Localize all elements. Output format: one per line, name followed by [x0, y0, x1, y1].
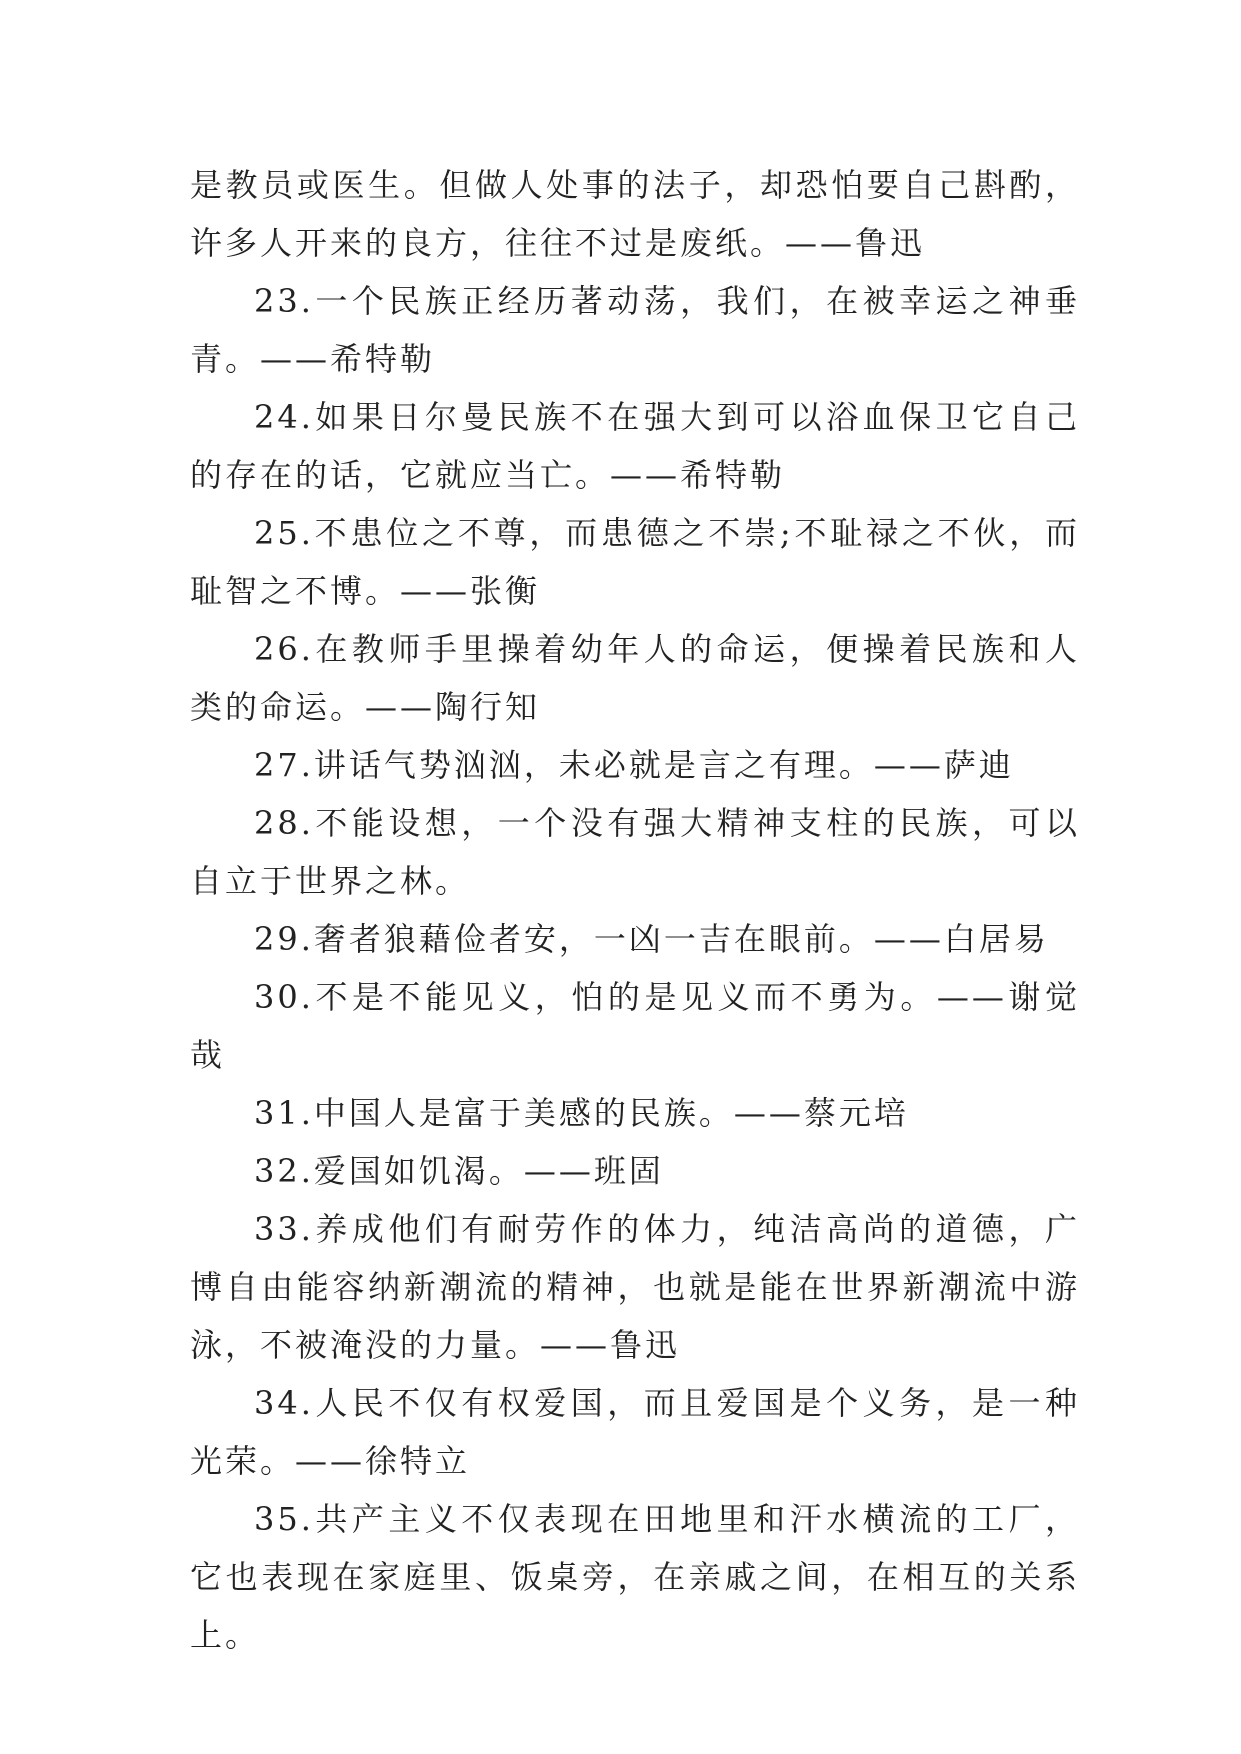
quote-25: 25.不患位之不尊，而患德之不崇;不耻禄之不伙，而耻智之不博。——张衡 [190, 514, 1080, 610]
quote-31: 31.中国人是富于美感的民族。——蔡元培 [254, 1094, 909, 1132]
quote-24: 24.如果日尔曼民族不在强大到可以浴血保卫它自己的存在的话，它就应当亡。——希特勒 [190, 398, 1080, 494]
quote-30: 30.不是不能见义，怕的是见义而不勇为。——谢觉哉 [190, 978, 1080, 1074]
quote-26: 26.在教师手里操着幼年人的命运，便操着民族和人类的命运。——陶行知 [190, 630, 1080, 726]
paragraph-continuation: 是教员或医生。但做人处事的法子，却恐怕要自己斟酌，许多人开来的良方，往往不过是废纸。——鲁迅 [190, 166, 1080, 262]
quote-27: 27.讲话气势汹汹，未必就是言之有理。——萨迪 [254, 746, 1014, 784]
quote-23: 23.一个民族正经历著动荡，我们，在被幸运之神垂青。——希特勒 [190, 282, 1080, 378]
quote-34: 34.人民不仅有权爱国，而且爱国是个义务，是一种光荣。——徐特立 [190, 1384, 1080, 1480]
quote-28: 28.不能设想，一个没有强大精神支柱的民族，可以自立于世界之林。 [190, 804, 1080, 900]
quote-33: 33.养成他们有耐劳作的体力，纯洁高尚的道德，广博自由能容纳新潮流的精神，也就是能在世界新潮流中游泳，不被淹没的力量。——鲁迅 [190, 1210, 1080, 1364]
quote-29: 29.奢者狼藉俭者安，一凶一吉在眼前。——白居易 [254, 920, 1049, 958]
quote-35: 35.共产主义不仅表现在田地里和汗水横流的工厂，它也表现在家庭里、饭桌旁，在亲戚之间，在相互的关系上。 [190, 1500, 1080, 1654]
quote-32: 32.爱国如饥渴。——班固 [254, 1152, 664, 1190]
document-body [190, 156, 1080, 1664]
